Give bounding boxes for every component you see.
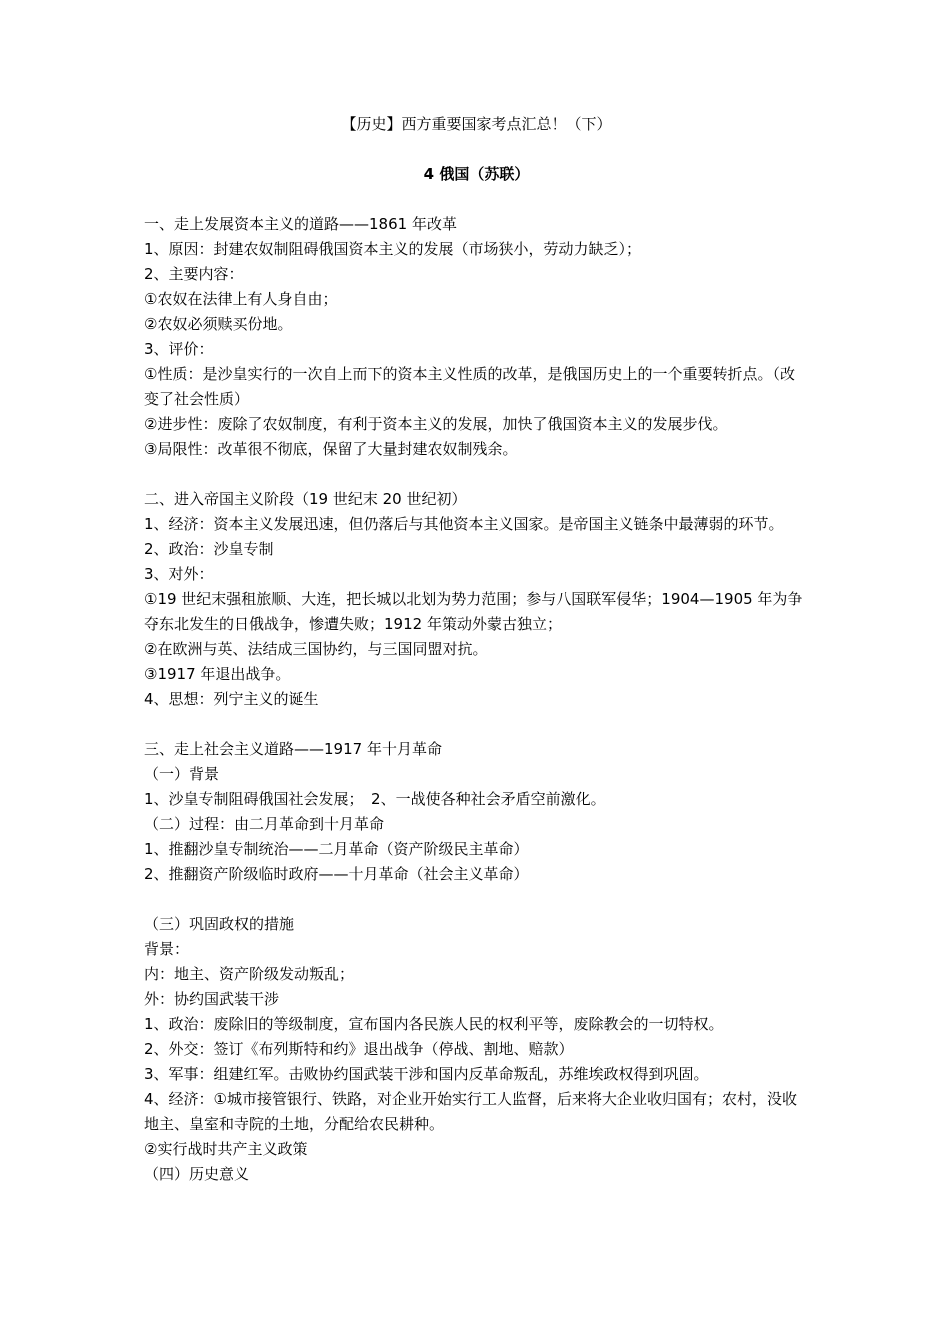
text-line: ②进步性：废除了农奴制度，有利于资本主义的发展，加快了俄国资本主义的发展步伐。 bbox=[144, 415, 728, 433]
text-line: 1、原因：封建农奴制阻碍俄国资本主义的发展（市场狭小，劳动力缺乏）； bbox=[144, 240, 642, 258]
text-line: 3、对外： bbox=[144, 565, 214, 583]
text-line: ③局限性：改革很不彻底，保留了大量封建农奴制残余。 bbox=[144, 440, 518, 458]
section-3 bbox=[144, 737, 809, 887]
document-body bbox=[144, 212, 809, 1187]
text-line: 1、政治：废除旧的等级制度，宣布国内各民族人民的权利平等，废除教会的一切特权。 bbox=[144, 1015, 724, 1033]
text-line: ②在欧洲与英、法结成三国协约，与三国同盟对抗。 bbox=[144, 640, 488, 658]
text-line: 二、进入帝国主义阶段（19 世纪末 20 世纪初） bbox=[144, 490, 467, 508]
text-line: （三）巩固政权的措施 bbox=[144, 915, 295, 933]
text-line: 三、走上社会主义道路——1917 年十月革命 bbox=[144, 740, 442, 758]
text-line: 1、沙皇专制阻碍俄国社会发展； 2、一战使各种社会矛盾空前激化。 bbox=[144, 790, 606, 808]
text-line: ③1917 年退出战争。 bbox=[144, 665, 291, 683]
text-line: 2、外交：签订《布列斯特和约》退出战争（停战、割地、赔款） bbox=[144, 1040, 574, 1058]
text-line: 背景： bbox=[144, 940, 190, 958]
text-line: ①农奴在法律上有人身自由； bbox=[144, 290, 338, 308]
document-title: 【历史】西方重要国家考点汇总！（下） bbox=[341, 115, 612, 133]
text-line: 外：协约国武装干涉 bbox=[144, 990, 280, 1008]
text-line: 内：地主、资产阶级发动叛乱； bbox=[144, 965, 355, 983]
text-line: 3、评价： bbox=[144, 340, 214, 358]
document-page bbox=[144, 112, 809, 1187]
text-line: （四）历史意义 bbox=[144, 1165, 250, 1183]
document-subtitle: 4 俄国（苏联） bbox=[423, 165, 530, 183]
text-line: ②农奴必须赎买份地。 bbox=[144, 315, 293, 333]
text-line: 1、推翻沙皇专制统治——二月革命（资产阶级民主革命） bbox=[144, 840, 529, 858]
text-line: （一）背景 bbox=[144, 765, 220, 783]
section-1 bbox=[144, 212, 809, 462]
text-line: ①19 世纪末强租旅顺、大连，把长城以北划为势力范围；参与八国联军侵华；1904—1905 年为争夺东北发生的日俄战争，惨遭失败；1912 年策动外蒙古独立； bbox=[144, 590, 803, 633]
text-line: 2、推翻资产阶级临时政府——十月革命（社会主义革命） bbox=[144, 865, 529, 883]
section-4 bbox=[144, 912, 809, 1187]
text-line: ①性质：是沙皇实行的一次自上而下的资本主义性质的改革，是俄国历史上的一个重要转折点。（改变了社会性质） bbox=[144, 365, 795, 408]
text-line: 3、军事：组建红军。击败协约国武装干涉和国内反革命叛乱，苏维埃政权得到巩固。 bbox=[144, 1065, 709, 1083]
text-line: ②实行战时共产主义政策 bbox=[144, 1140, 308, 1158]
text-line: 2、主要内容： bbox=[144, 265, 244, 283]
text-line: （二）过程：由二月革命到十月革命 bbox=[144, 815, 385, 833]
text-line: 一、走上发展资本主义的道路——1861 年改革 bbox=[144, 215, 457, 233]
text-line: 4、思想：列宁主义的诞生 bbox=[144, 690, 319, 708]
text-line: 2、政治：沙皇专制 bbox=[144, 540, 274, 558]
section-2 bbox=[144, 487, 809, 712]
text-line: 1、经济：资本主义发展迅速，但仍落后与其他资本主义国家。是帝国主义链条中最薄弱的环节。 bbox=[144, 515, 784, 533]
text-line: 4、经济：①城市接管银行、铁路，对企业开始实行工人监督，后来将大企业收归国有；农村，没收地主、皇室和寺院的土地，分配给农民耕种。 bbox=[144, 1090, 797, 1133]
